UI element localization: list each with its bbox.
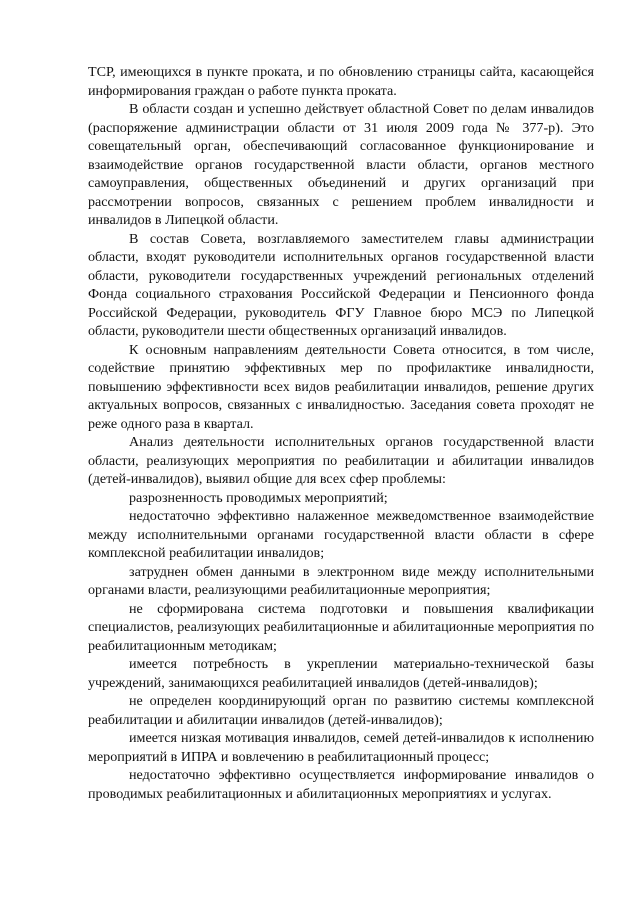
paragraph-council-established: В области создан и успешно действует областной Совет по делам инвалидов (распоряжение администрации области от 31 июля 2009 года № 377-р). Это совещательный орган, обеспечивающий согласованное функционирование и взаимодействие органов государственной власти области, органов местного самоуправления, общественных объединений и других организаций при рассмотрении вопросов, связанных с решением проблем инвалидности и инвалидов в Липецкой области.: [88, 101, 594, 228]
problem-item: недостаточно эффективно осуществляется информирование инвалидов о проводимых реабилитационных и абилитационных мероприятиях и услугах.: [88, 767, 594, 802]
problem-item: разрозненность проводимых мероприятий;: [129, 489, 388, 506]
problem-item: имеется потребность в укреплении материально-технической базы учреждений, занимающихся реабилитацией инвалидов (детей-инвалидов);: [88, 656, 594, 691]
problem-item: не сформирована система подготовки и повышения квалификации специалистов, реализующих реабилитационные и абилитационные мероприятия по реабилитационным методикам;: [88, 600, 594, 654]
problem-item: недостаточно эффективно налаженное межведомственное взаимодействие между исполнительными органами государственной власти области в сфере комплексной реабилитации инвалидов;: [88, 508, 594, 561]
problem-item: затруднен обмен данными в электронном виде между исполнительными органами власти, реализующими реабилитационные мероприятия;: [88, 563, 594, 598]
paragraph-council-composition: В состав Совета, возглавляемого заместителем главы администрации области, входят руководители исполнительных органов государственной власти области, руководители государственных учреждений региональных отделений Фонда социального страхования Российской Федерации и Пенсионного фонда Российской Федерации, руководитель ФГУ Главное бюро МСЭ по Липецкой области, руководители шести общественных организаций инвалидов.: [88, 230, 594, 339]
problem-item: имеется низкая мотивация инвалидов, семей детей-инвалидов к исполнению мероприятий в ИПРА и вовлечению в реабилитационный процесс;: [88, 730, 594, 765]
paragraph-council-directions: К основным направлениям деятельности Совета относится, в том числе, содействие принятию эффективных мер по профилактике инвалидности, повышению эффективности всех видов реабилитации инвалидов, решение других актуальных вопросов, связанных с инвалидностью. Заседания совета проходят не реже одного раза в квартал.: [88, 341, 594, 432]
document-page: [88, 63, 594, 803]
problem-item: не определен координирующий орган по развитию системы комплексной реабилитации и абилитации инвалидов (детей-инвалидов);: [88, 693, 594, 728]
paragraph-continuation: ТСР, имеющихся в пункте проката, и по обновлению страницы сайта, касающейся информирования граждан о работе пункта проката.: [88, 64, 594, 99]
paragraph-analysis-intro: Анализ деятельности исполнительных органов государственной власти области, реализующих мероприятия по реабилитации и абилитации инвалидов (детей-инвалидов), выявил общие для всех сфер проблемы:: [88, 434, 594, 487]
